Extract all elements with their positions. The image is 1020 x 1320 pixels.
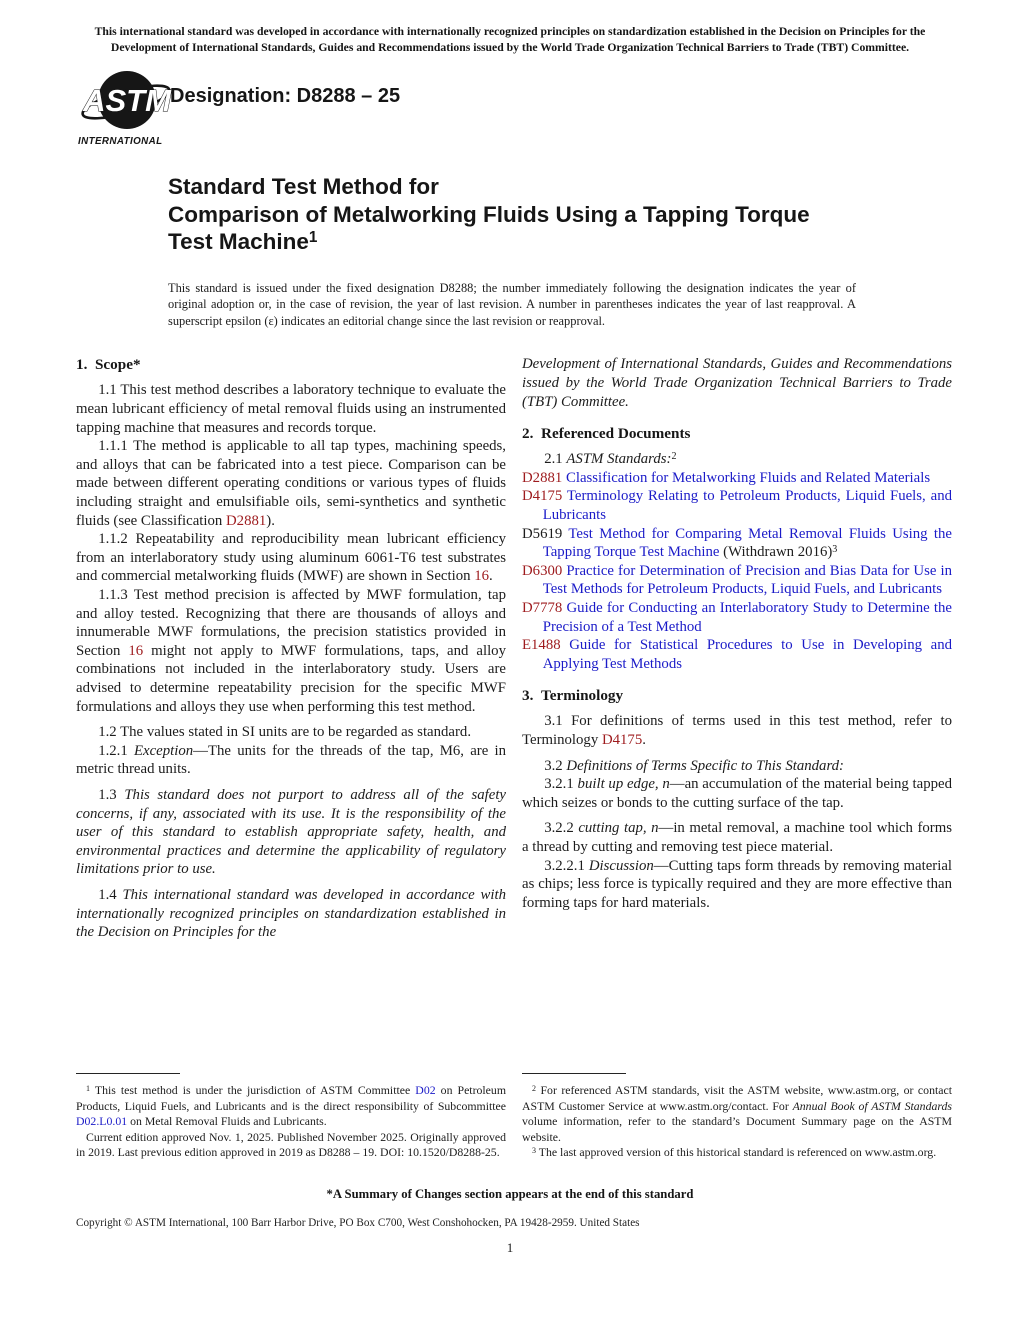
text-segment: Test Machine: [168, 229, 309, 255]
paragraph-1-1-3: [76, 586, 506, 716]
footnotes: [76, 1073, 952, 1161]
text-segment: This test method is under the jurisdiction of ASTM Committee: [90, 1083, 416, 1098]
paragraph-1-1: [76, 381, 506, 437]
doc-link[interactable]: Test Method for Comparing Metal Removal Fluids Using the Tapping Torque Test Machine: [542, 525, 952, 561]
standard-title: [168, 173, 868, 256]
text-segment: Exception: [134, 742, 194, 759]
section-3-heading: 3. Terminology: [522, 687, 624, 705]
text-segment: on Petroleum Products, Liquid Fuels, and Lubricants and is the direct responsibility of Subcommittee: [76, 1083, 506, 1113]
text-segment: This international standard was developed in accordance with internationally recognized principles on standardization established in the Decision on Principles for the: [76, 886, 506, 941]
text-segment: —The units for the threads of the tap, M6, are in metric thread units.: [76, 742, 506, 778]
paragraph-1-1-1: [76, 437, 506, 530]
doc-link[interactable]: D4175: [601, 731, 643, 748]
text-segment: .: [642, 731, 646, 748]
text-segment: 3.2.1: [544, 776, 578, 793]
text-segment: 1.1 This test method describes a laboratory technique to evaluate the mean lubricant efficiency of metal removal fluids using an instrumented tapping machine that measures and records torque.: [76, 382, 506, 436]
text-segment: Development of International Standards, Guides and Recommendations issued by the World Trade Organization Technical Barriers to Trade (TBT) Committee.: [522, 356, 952, 410]
text-segment: —Cutting taps form threads by removing material as chips; less force is typically required and they are more effective than forming taps for hard materials.: [522, 857, 953, 911]
text-segment: 1.1.3 Test method precision is affected by MWF formulation, tap and alloy tested. Recognizing that there are thousands of alloys and innumerable MWF formulations, the precision statistics provided in Section: [76, 587, 506, 659]
text-segment: .: [488, 568, 493, 585]
text-segment: built up edge, n: [577, 776, 670, 793]
text-segment: 1: [308, 229, 318, 247]
section-2-heading: 2. Referenced Documents: [522, 425, 691, 443]
text-segment: 1.2.1: [98, 742, 134, 759]
footnote-rule-right: [522, 1073, 626, 1074]
copyright-line: Copyright © ASTM International, 100 Barr Harbor Drive, PO Box C700, West Conshohocken, PA 19428-2959. United States: [76, 1216, 640, 1229]
paragraph-2-1: [522, 450, 952, 469]
doc-link[interactable]: 16: [474, 568, 489, 585]
designation: Designation: D8288 – 25: [170, 85, 401, 108]
masthead: [78, 69, 1020, 157]
text-segment: ).: [266, 512, 275, 529]
text-segment: 1.2 The values stated in SI units are to be regarded as standard.: [98, 724, 472, 741]
text-segment: on Metal Removal Fluids and Lubricants.: [127, 1114, 327, 1129]
reference-d6300: [522, 562, 952, 599]
title-line2: Comparison of Metalworking Fluids Using a Tapping Torque: [168, 201, 810, 227]
doc-link[interactable]: D02: [415, 1083, 436, 1098]
paragraph-1-1-2: [76, 530, 506, 586]
paragraph-3-2: [522, 757, 952, 776]
text-segment: 3: [532, 1145, 537, 1155]
text-segment: cutting tap, n: [578, 820, 659, 837]
wto-notice-line1: This international standard was developed in accordance with internationally recognized principles on standardization established in the Decision on Principles for the: [94, 25, 926, 38]
text-segment: 1.1.1 The method is applicable to all tap types, machining speeds, and alloys that can be fabricated into a test piece. Comparison can be made between different operating conditions or various types of fluids including straight and emulsifiable oils, semi-synthetics and synthetic fluids (see Classification: [76, 438, 506, 529]
right-column: [522, 355, 952, 912]
text-segment: 3.2: [544, 757, 567, 774]
text-segment: Definitions of Terms Specific to This Standard:: [566, 757, 844, 774]
doc-link[interactable]: D2881: [226, 512, 267, 529]
astm-logo-subtitle: INTERNATIONAL: [78, 136, 163, 148]
wto-notice-line2: Development of International Standards, Guides and Recommendations issued by the World Trade Organization Technical Barriers to Trade (TBT) Committee.: [110, 40, 910, 54]
text-segment: D5619: [522, 525, 563, 542]
text-segment: This standard does not purport to address all of the safety concerns, if any, associated with its use. It is the responsibility of the user of this standard to establish appropriate safety, health, and environmental practices and determine the applicability of regulatory limitations prior to use.: [76, 786, 506, 878]
astm-logo: [78, 69, 188, 147]
text-segment: might not apply to MWF formulations, taps, and alloy combinations not included in the interlaboratory study. Users are advised to determine repeatability precision for the specific MWF formulations and alloys they use when performing this test method.: [76, 642, 506, 715]
issued-note: This standard is issued under the fixed designation D8288; the number immediately following the designation indicates the year of original adoption or, in the case of revision, the year of last revision. A number in parentheses indicates the year of last reapproval. A superscript epsilon (ε) indicates an editorial change since the last revision or reapproval.: [168, 280, 856, 328]
title-line1: Standard Test Method for: [168, 174, 439, 200]
doc-link[interactable]: D2881: [522, 469, 563, 486]
doc-link[interactable]: 16: [128, 642, 144, 659]
doc-link[interactable]: Guide for Statistical Procedures to Use in Developing and Applying Test Methods: [542, 637, 952, 672]
text-segment: 2: [532, 1083, 537, 1093]
text-segment: Annual Book of ASTM Standards: [792, 1098, 953, 1113]
footnote-3: [522, 1145, 952, 1161]
footnote-1: [76, 1083, 506, 1130]
text-segment: 3.1 For definitions of terms used in this test method, refer to Terminology: [522, 713, 952, 748]
text-segment: 3.2.2.1: [544, 857, 589, 874]
footnote-1-edition: [76, 1130, 506, 1161]
text-segment: Current edition approved Nov. 1, 2025. Published November 2025. Originally approved in 2019. Last previous edition approved in 2019 as D8288 – 19. DOI: 10.1520/D8288-25.: [76, 1129, 506, 1160]
text-segment: 3: [832, 543, 838, 555]
doc-link[interactable]: Terminology Relating to Petroleum Products, Liquid Fuels, and Lubricants: [542, 488, 952, 524]
astm-globe-icon: [78, 69, 174, 135]
doc-link[interactable]: D7778: [522, 600, 563, 616]
paragraph-3-2-1: [522, 775, 952, 812]
text-segment: —in metal removal, a machine tool which forms a thread by cutting and removing test piece material.: [522, 820, 953, 855]
text-segment: 1: [86, 1083, 91, 1093]
reference-d7778: [522, 599, 952, 636]
text-segment: (Withdrawn 2016): [719, 544, 833, 561]
text-segment: 1.3: [98, 786, 125, 803]
wto-notice: [68, 0, 952, 55]
text-segment: —an accumulation of the material being tapped which seizes or bonds to the cutting surface of the tap.: [522, 776, 952, 811]
page-number: 1: [506, 1239, 514, 1255]
text-segment: 2.1: [544, 451, 567, 468]
text-segment: 1.1.2 Repeatability and reproducibility mean lubricant efficiency from an interlaboratory study using aluminum 6061-T6 test substrates and commercial metalworking fluids (MWF) are shown in Section: [76, 531, 506, 585]
doc-link[interactable]: Classification for Metalworking Fluids and Related Materials: [562, 469, 931, 486]
body-columns: [76, 355, 952, 1067]
doc-link[interactable]: E1488: [522, 637, 561, 654]
summary-of-changes-note: *A Summary of Changes section appears at the end of this standard: [326, 1186, 694, 1201]
text-segment: For referenced ASTM standards, visit the ASTM website, www.astm.org, or contact ASTM Customer Service at www.astm.org/contact. For: [522, 1083, 952, 1113]
text-segment: The last approved version of this historical standard is referenced on www.astm.org.: [536, 1145, 937, 1160]
title-line3: [168, 228, 868, 256]
text-segment: ASTM Standards:: [566, 451, 672, 468]
text-segment: 1.4: [98, 886, 123, 903]
text-segment: 2: [671, 450, 677, 462]
paragraph-1-4: [76, 886, 506, 942]
doc-link[interactable]: D4175: [522, 488, 563, 505]
doc-link[interactable]: Guide for Conducting an Interlaboratory Study to Determine the Precision of a Test Method: [542, 600, 952, 635]
paragraph-1-2: [76, 723, 506, 742]
footnote-rule-left: [76, 1073, 180, 1074]
reference-d2881: [522, 469, 952, 488]
reference-e1488: [522, 636, 952, 673]
paragraph-3-1: [522, 712, 952, 749]
doc-link[interactable]: Practice for Determination of Precision and Bias Data for Use in Test Methods for Petroleum Products, Liquid Fuels, and Lubricants: [542, 562, 952, 598]
paragraph-1-3: [76, 786, 506, 879]
section-1-heading: 1. Scope*: [76, 356, 141, 374]
footnote-right: [522, 1073, 952, 1161]
left-column: [76, 355, 506, 941]
paragraph-3-2-2-1: [522, 857, 952, 913]
doc-link[interactable]: D02.L0.01: [76, 1114, 128, 1129]
text-segment: 3.2.2: [544, 820, 579, 837]
doc-link[interactable]: D6300: [522, 562, 563, 579]
footnote-left: [76, 1073, 506, 1161]
paragraph-1-4-continued: [522, 355, 952, 411]
text-segment: Discussion: [588, 857, 654, 874]
footnote-2: [522, 1083, 952, 1145]
paragraph-3-2-2: [522, 819, 952, 856]
reference-d4175: [522, 487, 952, 524]
reference-d5619: [522, 525, 952, 562]
astm-logo-acronym: ASTM: [83, 83, 171, 119]
paragraph-1-2-1: [76, 742, 506, 779]
text-segment: volume information, refer to the standard’s Document Summary page on the ASTM website.: [522, 1114, 952, 1144]
